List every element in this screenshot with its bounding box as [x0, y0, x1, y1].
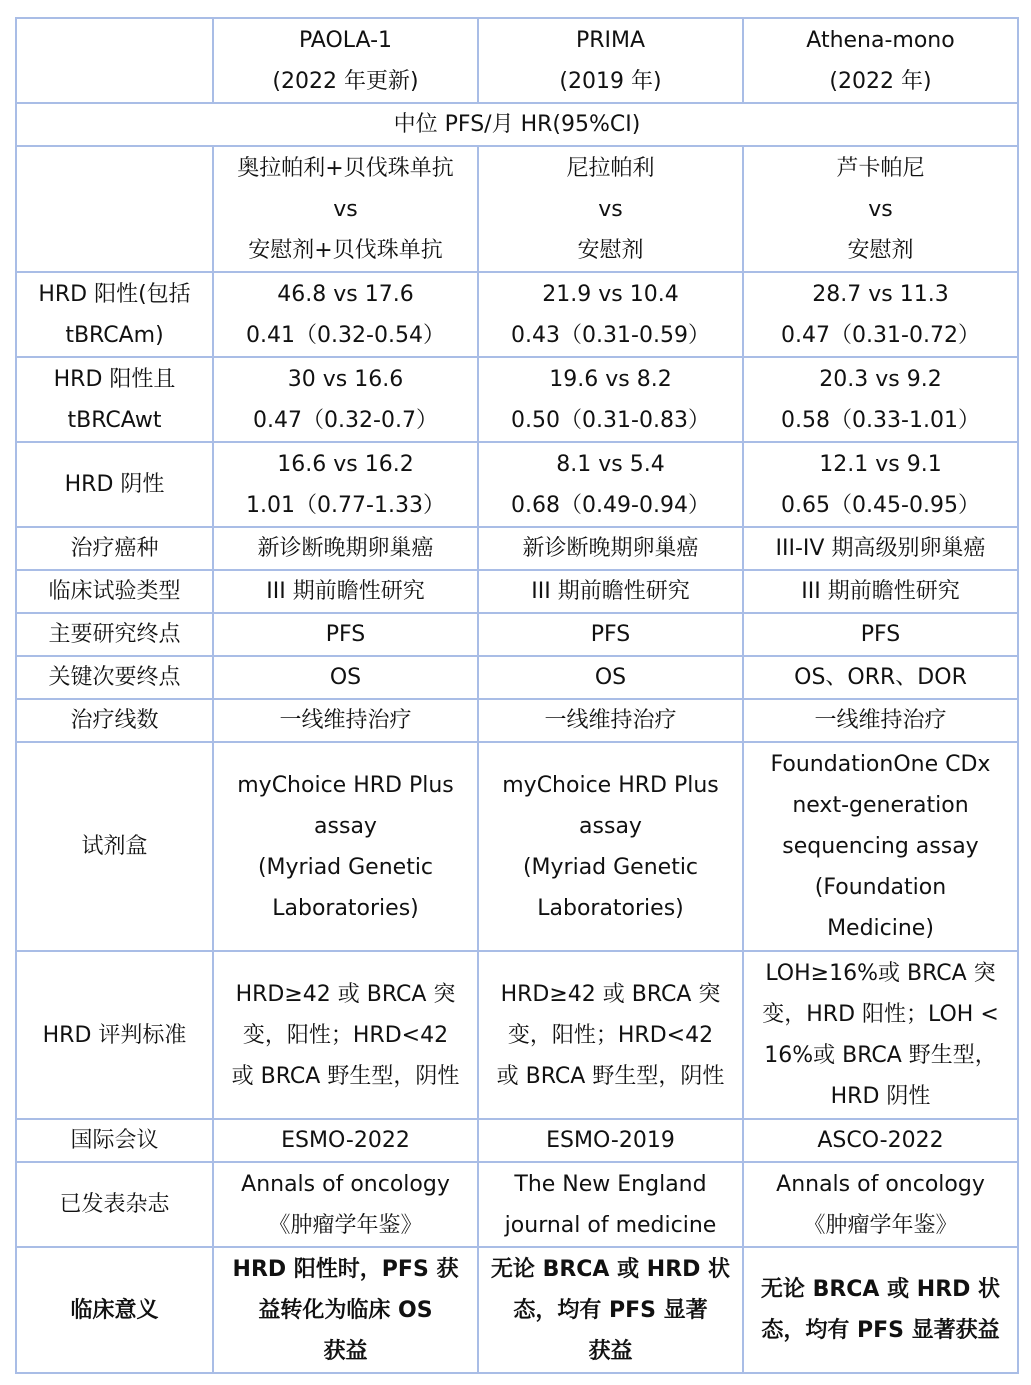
table-cell: [478, 1247, 743, 1373]
cell-line: 0.43（0.31-0.59）: [511, 322, 710, 348]
cell-line: assay: [314, 813, 377, 839]
table-row: [16, 951, 1018, 1119]
row-label: [16, 656, 213, 699]
cell-line: 变，HRD 阳性；LOH <: [762, 1002, 999, 1027]
cell-line: Laboratories): [272, 895, 419, 921]
comparison-cell: [743, 146, 1018, 272]
table-cell: [478, 1119, 743, 1162]
cell-line: ESMO-2019: [546, 1128, 675, 1153]
cell-line: OS: [594, 665, 627, 690]
cell-line: III 期前瞻性研究: [801, 579, 960, 604]
table-cell: [743, 1247, 1018, 1373]
cell-line: PFS: [325, 622, 366, 647]
cell-line: 0.68（0.49-0.94）: [511, 492, 710, 518]
cell-line: 态，均有 PFS 显著获益: [761, 1318, 1000, 1343]
cell-line: next-generation: [792, 793, 969, 818]
corner-cell: [16, 18, 213, 103]
table-cell: [743, 656, 1018, 699]
cell-line: 变，阳性；HRD<42: [242, 1022, 449, 1048]
cell-line: Laboratories): [537, 895, 684, 921]
table-cell: [743, 951, 1018, 1119]
table-row: [16, 1247, 1018, 1373]
cell-line: (Myriad Genetic: [257, 854, 434, 880]
cell-line: 一线维持治疗: [279, 708, 412, 733]
row-label-line: 国际会议: [70, 1128, 159, 1153]
table-cell: [213, 742, 478, 951]
table-row: [16, 570, 1018, 613]
table-row: [16, 656, 1018, 699]
section-title-row: [16, 103, 1018, 146]
table-cell: [213, 951, 478, 1119]
cell-line: 《肿瘤学年鉴》: [268, 1212, 423, 1238]
cell-line: Medicine): [827, 916, 934, 941]
cell-line: 30 vs 16.6: [287, 366, 404, 392]
trial-header-athena: [743, 18, 1018, 103]
cell-line: 20.3 vs 9.2: [819, 366, 942, 392]
vs-text: vs: [333, 196, 358, 222]
drug-arm: 芦卡帕尼: [836, 155, 925, 181]
cell-line: 一线维持治疗: [814, 708, 947, 733]
cell-line: 21.9 vs 10.4: [542, 281, 679, 307]
table-cell: [478, 613, 743, 656]
trial-year: (2022 年更新): [272, 68, 419, 94]
table-cell: [213, 699, 478, 742]
cell-line: 19.6 vs 8.2: [549, 366, 672, 392]
cell-line: 0.41（0.32-0.54）: [246, 322, 445, 348]
cell-line: III 期前瞻性研究: [266, 579, 425, 604]
cell-line: 1.01（0.77-1.33）: [246, 492, 445, 518]
row-label-line: 治疗线数: [70, 708, 159, 733]
table-cell: [478, 570, 743, 613]
cell-line: 28.7 vs 11.3: [812, 281, 949, 307]
table-row: [16, 742, 1018, 951]
cell-line: LOH≥16%或 BRCA 突: [765, 961, 996, 986]
cell-line: 无论 BRCA 或 HRD 状: [760, 1277, 1001, 1302]
cell-line: 一线维持治疗: [544, 708, 677, 733]
cell-line: Annals of oncology: [241, 1171, 450, 1197]
vs-text: vs: [598, 196, 623, 222]
table-cell: [743, 1162, 1018, 1247]
table-cell: [478, 699, 743, 742]
table-cell: [478, 1162, 743, 1247]
drug-arm: 奥拉帕利+贝伐珠单抗: [237, 155, 454, 181]
trial-name: PRIMA: [575, 27, 646, 53]
table-row: [16, 613, 1018, 656]
cell-line: 0.47（0.32-0.7）: [253, 407, 438, 433]
row-label-line: HRD 阳性(包括: [38, 281, 191, 307]
comparison-label: [16, 146, 213, 272]
trial-name: Athena-mono: [806, 27, 955, 53]
trial-header-paola1: [213, 18, 478, 103]
table-cell: [478, 442, 743, 527]
cell-line: (Foundation: [814, 875, 947, 900]
table-cell: [743, 570, 1018, 613]
header-row: [16, 18, 1018, 103]
comparison-cell: [213, 146, 478, 272]
cell-line: sequencing assay: [782, 834, 979, 859]
cell-line: myChoice HRD Plus: [502, 772, 719, 798]
row-label-line: 已发表杂志: [59, 1192, 170, 1217]
cell-line: (Myriad Genetic: [522, 854, 699, 880]
cell-line: 新诊断晚期卵巢癌: [522, 536, 699, 561]
cell-line: assay: [579, 813, 642, 839]
cell-line: 8.1 vs 5.4: [556, 451, 665, 477]
cell-line: 46.8 vs 17.6: [277, 281, 414, 307]
row-label-line: 临床意义: [70, 1297, 159, 1323]
table-row: [16, 527, 1018, 570]
table-cell: [213, 357, 478, 442]
row-label: [16, 570, 213, 613]
row-label: [16, 1119, 213, 1162]
cell-line: journal of medicine: [504, 1212, 717, 1238]
cell-line: 变，阳性；HRD<42: [507, 1022, 714, 1048]
table-row: [16, 357, 1018, 442]
row-label: [16, 699, 213, 742]
row-label-line: 关键次要终点: [48, 665, 181, 690]
cell-line: 新诊断晚期卵巢癌: [257, 536, 434, 561]
control-arm: 安慰剂+贝伐珠单抗: [248, 237, 443, 263]
comparison-cell: [478, 146, 743, 272]
cell-line: HRD 阴性: [830, 1084, 931, 1109]
cell-line: OS、ORR、DOR: [794, 665, 967, 690]
cell-line: 《肿瘤学年鉴》: [803, 1212, 958, 1238]
cell-line: III-IV 期高级别卵巢癌: [775, 536, 986, 561]
row-label: [16, 442, 213, 527]
cell-line: PFS: [860, 622, 901, 647]
table-row: [16, 442, 1018, 527]
row-label-line: 临床试验类型: [48, 579, 181, 604]
cell-line: 0.47（0.31-0.72）: [781, 322, 980, 348]
table-row: [16, 1119, 1018, 1162]
row-label: [16, 272, 213, 357]
table-cell: [213, 1119, 478, 1162]
table-cell: [478, 742, 743, 951]
cell-line: HRD≥42 或 BRCA 突: [500, 981, 721, 1007]
vs-text: vs: [868, 196, 893, 222]
trial-year: (2022 年): [829, 68, 932, 94]
table-cell: [743, 1119, 1018, 1162]
table-cell: [743, 527, 1018, 570]
row-label: [16, 357, 213, 442]
cell-line: HRD≥42 或 BRCA 突: [235, 981, 456, 1007]
data-rows: [16, 272, 1018, 1373]
table-cell: [213, 570, 478, 613]
control-arm: 安慰剂: [577, 237, 644, 263]
table-cell: [478, 656, 743, 699]
row-label-line: 主要研究终点: [48, 622, 181, 647]
cell-line: 或 BRCA 野生型，阴性: [231, 1063, 460, 1089]
row-label-line: HRD 阴性: [64, 472, 165, 497]
table-row: [16, 272, 1018, 357]
row-label: [16, 527, 213, 570]
trial-comparison-table: [15, 17, 1019, 1374]
cell-line: OS: [329, 665, 362, 690]
table-row: [16, 699, 1018, 742]
cell-line: HRD 阳性时，PFS 获: [232, 1256, 459, 1282]
cell-line: 无论 BRCA 或 HRD 状: [490, 1256, 731, 1282]
table-cell: [213, 272, 478, 357]
cell-line: ESMO-2022: [281, 1128, 410, 1153]
cell-line: myChoice HRD Plus: [237, 772, 454, 798]
table-cell: [213, 1247, 478, 1373]
table-row: [16, 1162, 1018, 1247]
row-label: [16, 951, 213, 1119]
cell-line: 益转化为临床 OS: [258, 1297, 433, 1323]
trial-year: (2019 年): [559, 68, 662, 94]
cell-line: PFS: [590, 622, 631, 647]
table-cell: [478, 527, 743, 570]
row-label: [16, 613, 213, 656]
cell-line: 获益: [588, 1338, 633, 1364]
table-cell: [478, 951, 743, 1119]
row-label-line: tBRCAwt: [67, 407, 162, 433]
cell-line: 0.50（0.31-0.83）: [511, 407, 710, 433]
trial-header-prima: [478, 18, 743, 103]
table-cell: [213, 442, 478, 527]
row-label-line: HRD 评判标准: [42, 1022, 187, 1048]
trial-name: PAOLA-1: [298, 27, 393, 53]
drug-arm: 尼拉帕利: [566, 155, 655, 181]
cell-line: The New England: [514, 1171, 707, 1197]
section-title: 中位 PFS/月 HR(95%CI): [16, 103, 1018, 146]
table-cell: [478, 272, 743, 357]
table-cell: [743, 272, 1018, 357]
cell-line: FoundationOne CDx: [770, 752, 991, 777]
table-cell: [478, 357, 743, 442]
cell-line: 12.1 vs 9.1: [819, 451, 942, 477]
row-label: [16, 1162, 213, 1247]
row-label-line: 治疗癌种: [70, 536, 159, 561]
cell-line: 16%或 BRCA 野生型，: [764, 1043, 997, 1068]
control-arm: 安慰剂: [847, 237, 914, 263]
cell-line: 0.65（0.45-0.95）: [781, 492, 980, 518]
row-label-line: 试剂盒: [81, 834, 148, 859]
row-label: [16, 1247, 213, 1373]
cell-line: ASCO-2022: [817, 1128, 944, 1153]
cell-line: 获益: [323, 1338, 368, 1364]
comparison-row: [16, 146, 1018, 272]
cell-line: 0.58（0.33-1.01）: [781, 407, 980, 433]
table-cell: [743, 442, 1018, 527]
table-cell: [213, 613, 478, 656]
table-cell: [213, 527, 478, 570]
cell-line: 态，均有 PFS 显著: [513, 1297, 708, 1323]
table-cell: [213, 656, 478, 699]
table-cell: [743, 742, 1018, 951]
table-cell: [213, 1162, 478, 1247]
table-cell: [743, 613, 1018, 656]
table-cell: [743, 699, 1018, 742]
cell-line: Annals of oncology: [776, 1171, 985, 1197]
row-label: [16, 742, 213, 951]
cell-line: III 期前瞻性研究: [531, 579, 690, 604]
cell-line: 或 BRCA 野生型，阴性: [496, 1063, 725, 1089]
table-cell: [743, 357, 1018, 442]
cell-line: 16.6 vs 16.2: [277, 451, 414, 477]
row-label-line: HRD 阳性且: [53, 366, 176, 392]
row-label-line: tBRCAm): [65, 322, 164, 348]
